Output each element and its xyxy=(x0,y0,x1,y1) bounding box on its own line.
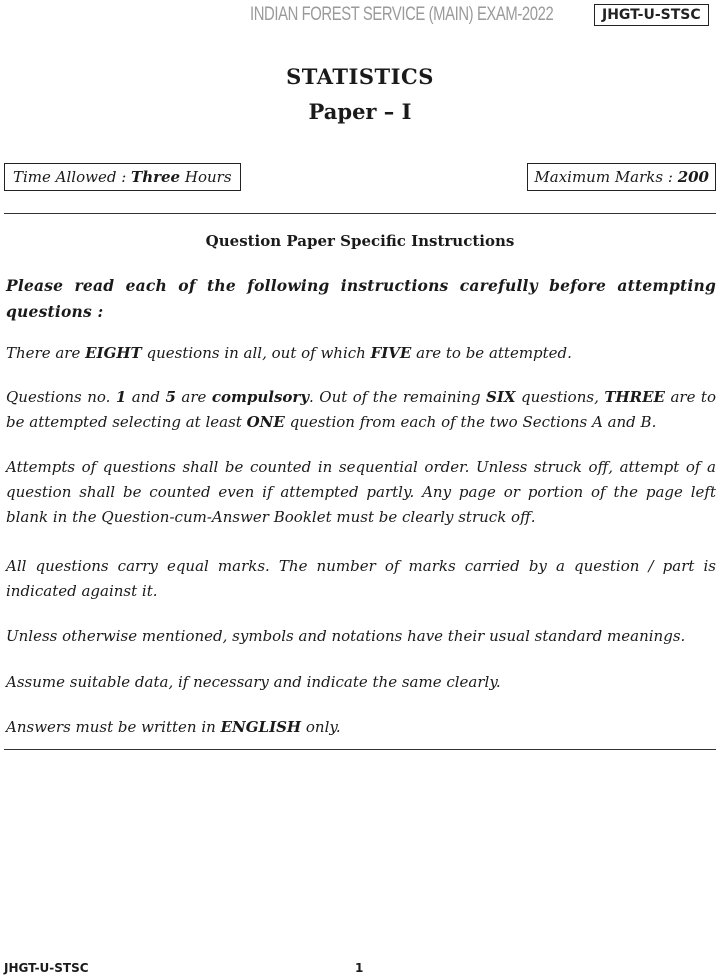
marks-label: Maximum Marks : xyxy=(534,168,678,186)
paper-subtitle: Paper – I xyxy=(308,99,412,124)
instruction-3: Attempts of questions shall be counted in sequential order. Unless struck off, attempt of a question shall be counted even if attempted partly. Any page or portion of the page left blank in the Question-cum-Answer Booklet must be clearly struck off. xyxy=(6,458,716,526)
instruction-7: Answers must be written in ENGLISH only. xyxy=(6,718,341,736)
bottom-divider xyxy=(4,749,716,750)
instructions-heading: Question Paper Specific Instructions xyxy=(205,232,515,250)
time-label: Time Allowed : xyxy=(13,168,132,186)
top-divider xyxy=(4,213,716,214)
instruction-6: Assume suitable data, if necessary and indicate the same clearly. xyxy=(6,673,501,691)
lead-instruction: Please read each of the following instructions carefully before attempting questions : xyxy=(6,276,716,321)
paper-title: STATISTICS xyxy=(286,64,434,89)
time-value: Three xyxy=(131,168,181,186)
time-unit: Hours xyxy=(180,168,232,186)
instruction-5: Unless otherwise mentioned, symbols and notations have their usual standard meanings. xyxy=(6,627,686,645)
page-number: 1 xyxy=(355,961,364,975)
marks-value: 200 xyxy=(677,168,709,186)
instruction-2: Questions no. 1 and 5 are compulsory. Out of the remaining SIX questions, THREE are to be attempted selecting at least ONE question from each of the two Sections A and B. xyxy=(6,388,716,431)
maximum-marks-box xyxy=(527,163,716,191)
exam-watermark: INDIAN FOREST SERVICE (MAIN) EXAM-2022 xyxy=(250,4,554,25)
time-allowed-box xyxy=(4,163,241,191)
paper-code-box: JHGT-U-STSC xyxy=(594,4,709,26)
instruction-4: All questions carry equal marks. The number of marks carried by a question / part is indicated against it. xyxy=(6,557,716,600)
footer-paper-code: JHGT-U-STSC xyxy=(4,961,89,975)
instruction-1: There are EIGHT questions in all, out of which FIVE are to be attempted. xyxy=(6,344,572,362)
